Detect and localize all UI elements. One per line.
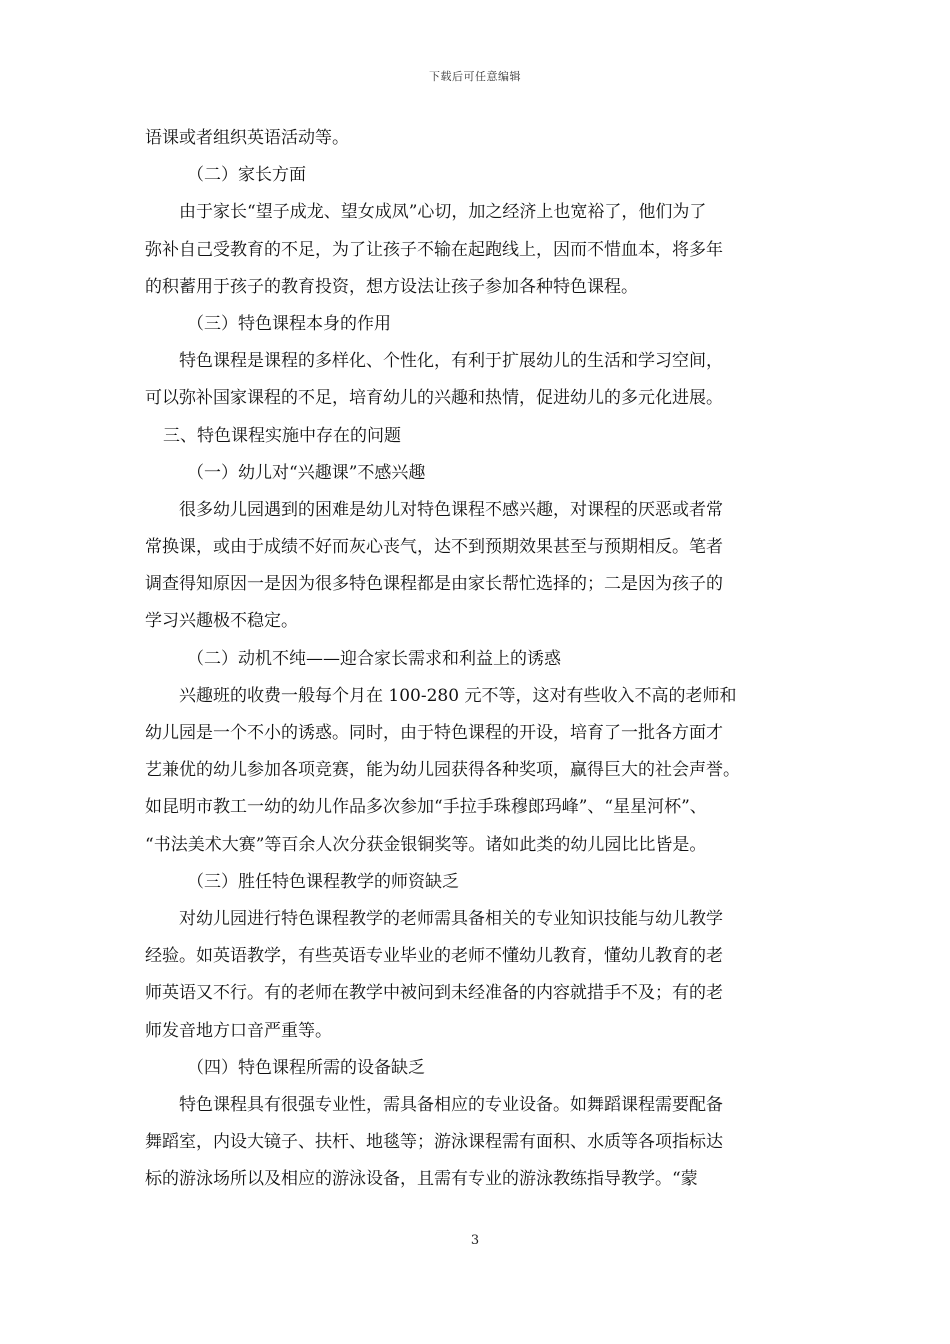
text-line: 幼儿园是一个不小的诱惑。同时，由于特色课程的开设，培育了一批各方面才 bbox=[145, 723, 723, 743]
text-line: （三）特色课程本身的作用 bbox=[187, 313, 391, 334]
text-line: 经验。如英语教学，有些英语专业毕业的老师不懂幼儿教育，懂幼儿教育的老 bbox=[145, 946, 723, 967]
text-line: 的积蓄用于孩子的教育投资，想方设法让孩子参加各种特色课程。 bbox=[145, 276, 638, 297]
text-line: 特色课程是课程的多样化、个性化，有利于扩展幼儿的生活和学习空间， bbox=[179, 351, 723, 372]
text-line: 学习兴趣极不稳定。 bbox=[145, 611, 298, 632]
text-line: 语课或者组织英语活动等。 bbox=[145, 128, 349, 148]
text-line: 舞蹈室，内设大镜子、扶杆、地毯等；游泳课程需有面积、水质等各项指标达 bbox=[145, 1132, 723, 1153]
text-line: 调查得知原因一是因为很多特色课程都是由家长帮忙选择的；二是因为孩子的 bbox=[145, 574, 723, 595]
text-line: 兴趣班的收费一般每个月在 100-280 元不等，这对有些收入不高的老师和 bbox=[179, 685, 737, 706]
text-line: “书法美术大赛”等百余人次分获金银铜奖等。诸如此类的幼儿园比比皆是。 bbox=[145, 834, 707, 855]
text-line: 可以弥补国家课程的不足，培育幼儿的兴趣和热情，促进幼儿的多元化进展。 bbox=[145, 388, 723, 409]
text-line: （一）幼儿对“兴趣课”不感兴趣 bbox=[187, 462, 426, 483]
text-line: 对幼儿园进行特色课程教学的老师需具备相关的专业知识技能与幼儿教学 bbox=[179, 908, 723, 929]
text-line: （四）特色课程所需的设备缺乏 bbox=[187, 1057, 425, 1078]
document-body bbox=[145, 120, 810, 1198]
text-line: （二）家长方面 bbox=[187, 165, 306, 186]
text-line: 很多幼儿园遇到的困难是幼儿对特色课程不感兴趣，对课程的厌恶或者常 bbox=[179, 499, 723, 520]
page-number: 3 bbox=[470, 1233, 480, 1248]
text-line: 特色课程具有很强专业性，需具备相应的专业设备。如舞蹈课程需要配备 bbox=[179, 1094, 723, 1115]
text-line: 由于家长“望子成龙、望女成凤”心切，加之经济上也宽裕了，他们为了 bbox=[179, 202, 707, 223]
text-line: （二）动机不纯——迎合家长需求和利益上的诱惑 bbox=[187, 648, 561, 669]
text-line: 弥补自己受教育的不足，为了让孩子不输在起跑线上，因而不惜血本，将多年 bbox=[145, 239, 723, 260]
text-line: 常换课，或由于成绩不好而灰心丧气，达不到预期效果甚至与预期相反。笔者 bbox=[145, 537, 723, 558]
text-line: 艺兼优的幼儿参加各项竞赛，能为幼儿园获得各种奖项，赢得巨大的社会声誉。 bbox=[145, 760, 740, 781]
text-line: 师发音地方口音严重等。 bbox=[145, 1020, 332, 1041]
text-line: 标的游泳场所以及相应的游泳设备，且需有专业的游泳教练指导教学。“蒙 bbox=[145, 1169, 698, 1190]
text-line: 三、特色课程实施中存在的问题 bbox=[163, 425, 401, 446]
text-line: 师英语又不行。有的老师在教学中被问到未经准备的内容就措手不及；有的老 bbox=[145, 983, 723, 1004]
text-line: 如昆明市教工一幼的幼儿作品多次参加“手拉手珠穆郎玛峰”、“星星河杯”、 bbox=[145, 797, 707, 818]
page-header: 下载后可任意编辑 bbox=[429, 70, 521, 83]
text-line: （三）胜任特色课程教学的师资缺乏 bbox=[187, 871, 459, 892]
